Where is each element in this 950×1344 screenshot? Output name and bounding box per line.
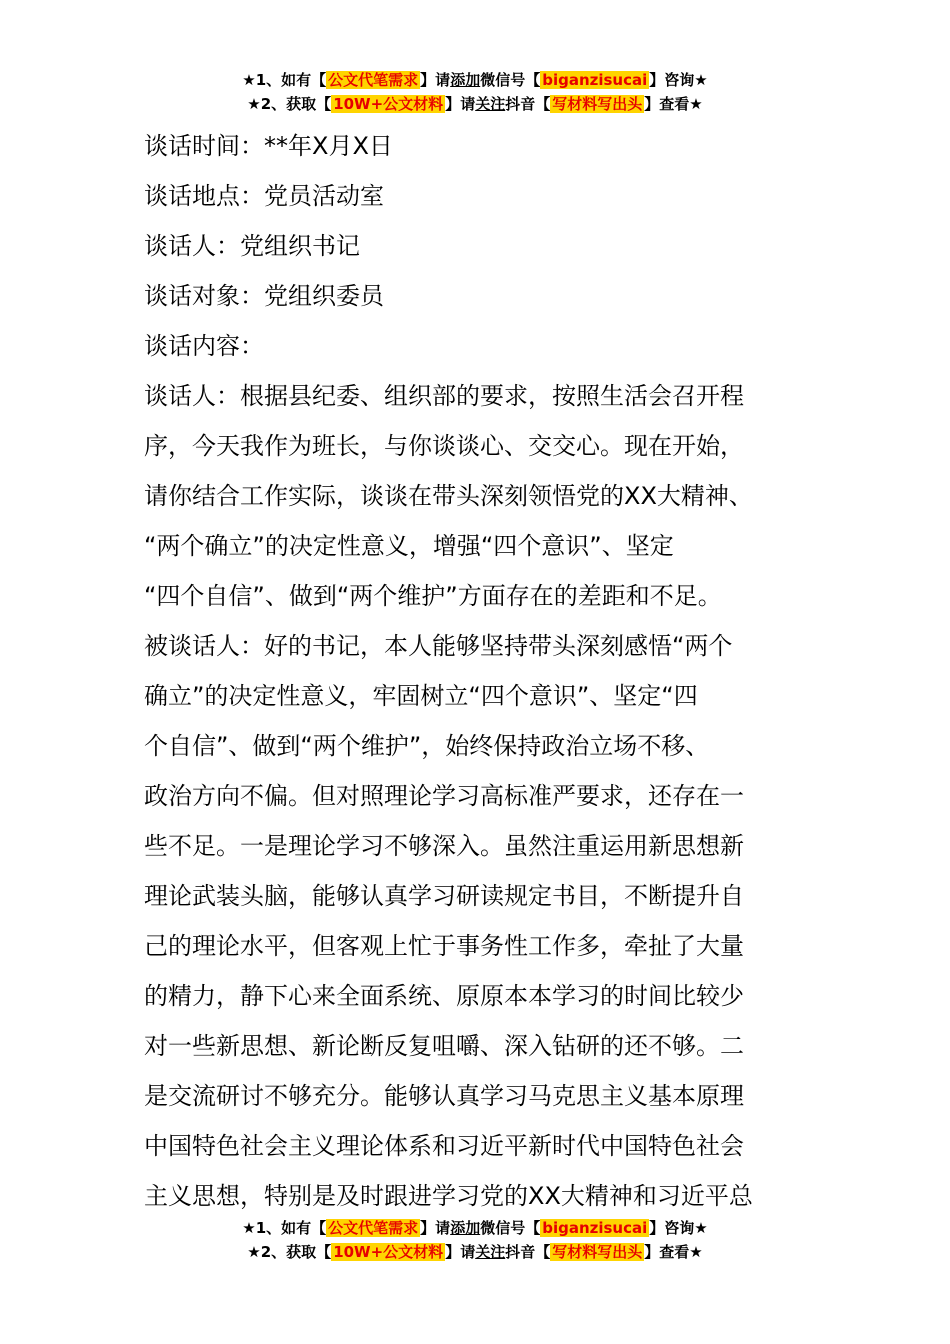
doc-line: 些不足。一是理论学习不够深入。虽然注重运用新思想新: [144, 832, 744, 860]
doc-line: 主义思想，特别是及时跟进学习党的XX大精神和习近平总: [144, 1182, 753, 1210]
doc-line: 谈话人：根据县纪委、组织部的要求，按照生活会召开程: [144, 382, 744, 410]
banner-line-1: [0, 68, 950, 92]
banner-text: 】请: [420, 71, 451, 89]
footer-banner: [0, 1216, 950, 1264]
banner-highlight: 公文代笔需求: [328, 71, 419, 89]
banner-line-1: [0, 1216, 950, 1240]
doc-line: “两个确立”的决定性意义，增强“四个意识”、坚定: [144, 532, 674, 560]
banner-text: ★2、获取【: [247, 95, 332, 113]
banner-underline: 添加: [450, 71, 481, 89]
banner-highlight: 10W+公文材料: [333, 1243, 444, 1261]
doc-line: 理论武装头脑，能够认真学习研读规定书目，不断提升自: [144, 882, 744, 910]
banner-text: ★1、如有【: [242, 1219, 327, 1237]
banner-text: 】请: [445, 95, 476, 113]
doc-line: 谈话内容：: [144, 332, 264, 360]
doc-line: 是交流研讨不够充分。能够认真学习马克思主义基本原理: [144, 1082, 744, 1110]
doc-line: 被谈话人：好的书记，本人能够坚持带头深刻感悟“两个: [144, 632, 733, 660]
doc-line: 请你结合工作实际，谈谈在带头深刻领悟党的XX大精神、: [144, 482, 753, 510]
banner-underline: 关注: [475, 95, 506, 113]
doc-line: 确立”的决定性意义，牢固树立“四个意识”、坚定“四: [144, 682, 698, 710]
banner-text: 】查看★: [644, 95, 703, 113]
banner-text: 】请: [420, 1219, 451, 1237]
banner-text: ★1、如有【: [242, 71, 327, 89]
doc-line: 谈话时间：**年X月X日: [144, 132, 393, 160]
doc-line: 序，今天我作为班长，与你谈谈心、交交心。现在开始，: [144, 432, 744, 460]
banner-text: 】查看★: [644, 1243, 703, 1261]
header-banner: [0, 68, 950, 116]
doc-line: 对一些新思想、新论断反复咀嚼、深入钻研的还不够。二: [144, 1032, 744, 1060]
banner-highlight: 公文代笔需求: [328, 1219, 419, 1237]
doc-line: 谈话对象：党组织委员: [144, 282, 384, 310]
banner-highlight-wechat: biganzisucai: [542, 71, 648, 89]
banner-underline: 关注: [475, 1243, 506, 1261]
document-body: [144, 121, 808, 1221]
banner-text: 抖音【: [505, 1243, 551, 1261]
banner-text: ★2、获取【: [247, 1243, 332, 1261]
banner-highlight-douyin: 写材料写出头: [552, 1243, 643, 1261]
banner-line-2: [0, 92, 950, 116]
banner-highlight: 10W+公文材料: [333, 95, 444, 113]
doc-line: 谈话地点：党员活动室: [144, 182, 384, 210]
banner-underline: 添加: [450, 1219, 481, 1237]
doc-line: 的精力，静下心来全面系统、原原本本学习的时间比较少: [144, 982, 744, 1010]
banner-text: 微信号【: [480, 71, 541, 89]
doc-line: “四个自信”、做到“两个维护”方面存在的差距和不足。: [144, 582, 722, 610]
banner-highlight-wechat: biganzisucai: [542, 1219, 648, 1237]
doc-line: 中国特色社会主义理论体系和习近平新时代中国特色社会: [144, 1132, 744, 1160]
banner-text: 】请: [445, 1243, 476, 1261]
doc-line: 个自信”、做到“两个维护”，始终保持政治立场不移、: [144, 732, 710, 760]
banner-text: 】咨询★: [649, 1219, 708, 1237]
banner-text: 】咨询★: [649, 71, 708, 89]
banner-line-2: [0, 1240, 950, 1264]
banner-text: 微信号【: [480, 1219, 541, 1237]
doc-line: 己的理论水平，但客观上忙于事务性工作多，牵扯了大量: [144, 932, 744, 960]
banner-highlight-douyin: 写材料写出头: [552, 95, 643, 113]
banner-text: 抖音【: [505, 95, 551, 113]
doc-line: 政治方向不偏。但对照理论学习高标准严要求，还存在一: [144, 782, 744, 810]
doc-line: 谈话人：党组织书记: [144, 232, 360, 260]
